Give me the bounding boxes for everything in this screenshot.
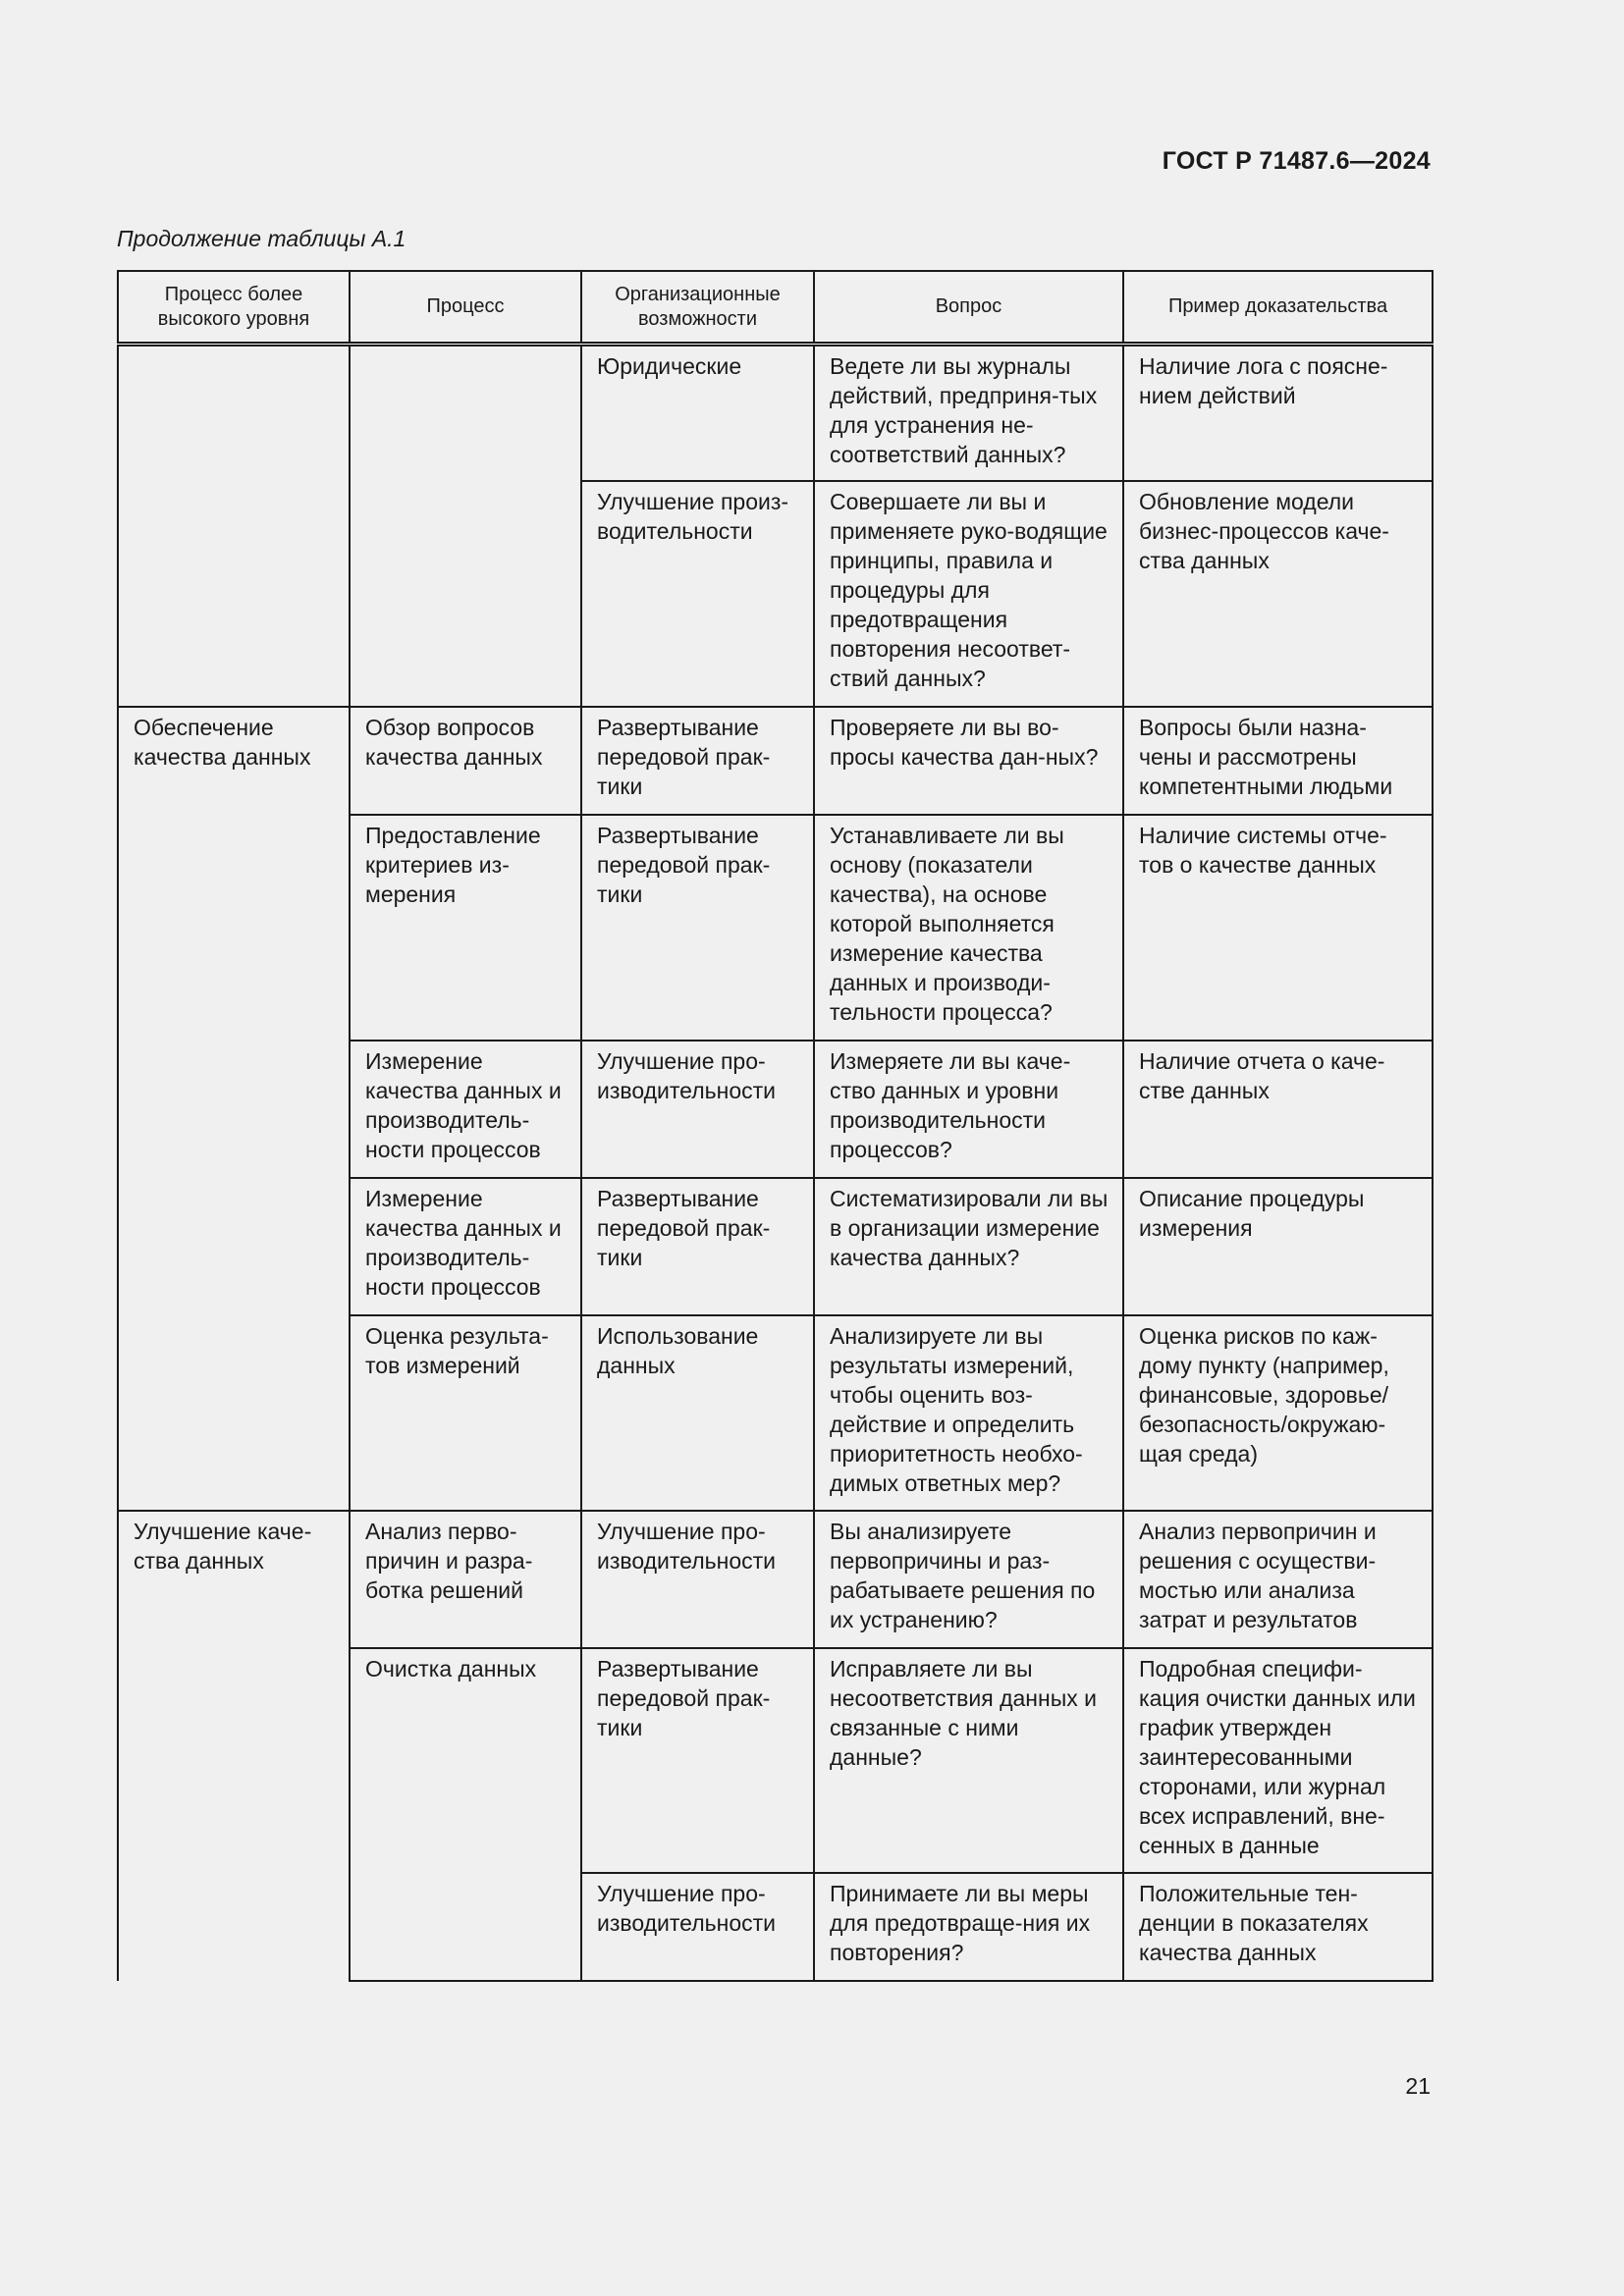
capability-cell: Улучшение про-изводительности — [581, 1873, 814, 1981]
evidence-cell: Анализ первопричин и решения с осуществи-мостью или анализа затрат и результатов — [1123, 1511, 1433, 1648]
capability-cell: Развертывание передовой прак-тики — [581, 1178, 814, 1315]
page-number: 21 — [1405, 2073, 1431, 2099]
process-cell: Очистка данных — [350, 1648, 581, 1981]
table-row — [118, 707, 1433, 815]
capability-cell: Использование данных — [581, 1315, 814, 1511]
question-cell: Проверяете ли вы во-просы качества дан-ных? — [814, 707, 1123, 815]
capability-cell: Улучшение произ-водительности — [581, 481, 814, 707]
column-header-higher-process: Процесс более высокого уровня — [118, 271, 350, 345]
question-cell: Ведете ли вы журналы действий, предприня-тых для устранения не-соответствий данных? — [814, 345, 1123, 481]
table-header-row — [118, 271, 1433, 345]
process-cell: Обзор вопросов качества данных — [350, 707, 581, 815]
process-cell: Оценка результа-тов измерений — [350, 1315, 581, 1511]
table-row — [118, 1511, 1433, 1648]
process-cell-empty — [350, 345, 581, 707]
question-cell: Устанавливаете ли вы основу (показатели качества), на основе которой выполняется измерение качества данных и производи-тельности процесса? — [814, 815, 1123, 1041]
question-cell: Исправляете ли вы несоответствия данных и связанные с ними данные? — [814, 1648, 1123, 1873]
evidence-cell: Наличие отчета о каче-стве данных — [1123, 1041, 1433, 1178]
evidence-cell: Вопросы были назна-чены и рассмотрены компетентными людьми — [1123, 707, 1433, 815]
capability-cell: Юридические — [581, 345, 814, 481]
requirements-table — [117, 270, 1434, 1982]
process-cell: Предоставление критериев из-мерения — [350, 815, 581, 1041]
column-header-capability: Организационные возможности — [581, 271, 814, 345]
question-cell: Анализируете ли вы результаты измерений, чтобы оценить воз-действие и определить приоритетность необхо-димых ответных мер? — [814, 1315, 1123, 1511]
higher-process-cell: Улучшение каче-ства данных — [118, 1511, 350, 1981]
evidence-cell: Оценка рисков по каж-дому пункту (например, финансовые, здоровье/безопасность/окружаю-щая среда) — [1123, 1315, 1433, 1511]
column-header-process: Процесс — [350, 271, 581, 345]
column-header-question: Вопрос — [814, 271, 1123, 345]
evidence-cell: Обновление модели бизнес-процессов каче-ства данных — [1123, 481, 1433, 707]
capability-cell: Развертывание передовой прак-тики — [581, 707, 814, 815]
higher-process-cell: Обеспечение качества данных — [118, 707, 350, 1511]
evidence-cell: Наличие системы отче-тов о качестве данных — [1123, 815, 1433, 1041]
question-cell: Вы анализируете первопричины и раз-рабатываете решения по их устранению? — [814, 1511, 1123, 1648]
document-code: ГОСТ Р 71487.6—2024 — [1162, 147, 1431, 175]
evidence-cell: Положительные тен-денции в показателях качества данных — [1123, 1873, 1433, 1981]
process-cell: Измерение качества данных и производитель-ности процессов — [350, 1041, 581, 1178]
capability-cell: Развертывание передовой прак-тики — [581, 815, 814, 1041]
question-cell: Совершаете ли вы и применяете руко-водящие принципы, правила и процедуры для предотвращения повторения несоответ-ствий данных? — [814, 481, 1123, 707]
capability-cell: Улучшение про-изводительности — [581, 1041, 814, 1178]
capability-cell: Развертывание передовой прак-тики — [581, 1648, 814, 1873]
evidence-cell: Подробная специфи-кация очистки данных или график утвержден заинтересованными сторонами, или журнал всех исправлений, вне-сенных в данные — [1123, 1648, 1433, 1873]
higher-process-cell-empty — [118, 345, 350, 707]
capability-cell: Улучшение про-изводительности — [581, 1511, 814, 1648]
table-row — [118, 345, 1433, 481]
process-cell: Анализ перво-причин и разра-ботка решений — [350, 1511, 581, 1648]
evidence-cell: Наличие лога с поясне-нием действий — [1123, 345, 1433, 481]
question-cell: Систематизировали ли вы в организации измерение качества данных? — [814, 1178, 1123, 1315]
table-caption: Продолжение таблицы А.1 — [117, 226, 406, 251]
column-header-evidence: Пример доказательства — [1123, 271, 1433, 345]
process-cell: Измерение качества данных и производитель-ности процессов — [350, 1178, 581, 1315]
question-cell: Измеряете ли вы каче-ство данных и уровни производительности процессов? — [814, 1041, 1123, 1178]
evidence-cell: Описание процедуры измерения — [1123, 1178, 1433, 1315]
question-cell: Принимаете ли вы меры для предотвраще-ния их повторения? — [814, 1873, 1123, 1981]
